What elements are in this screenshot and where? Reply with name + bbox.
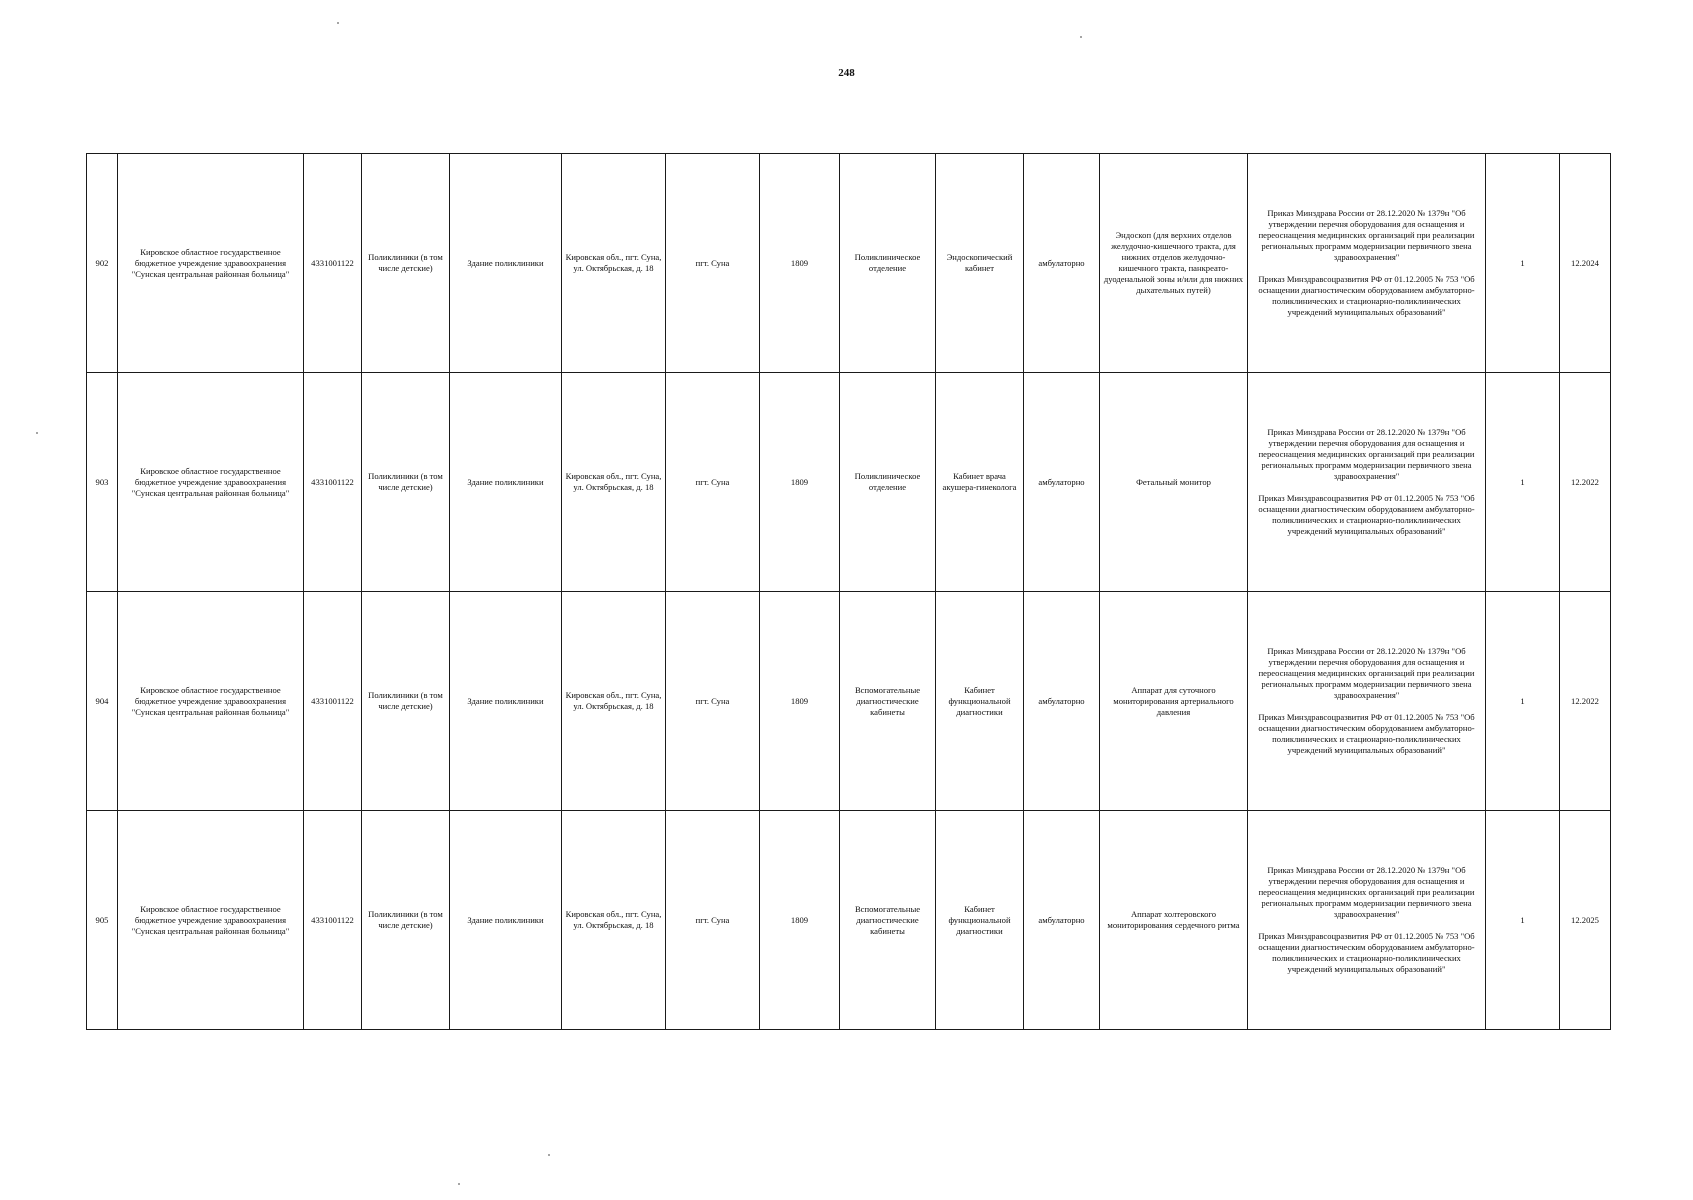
cabinet: Эндоскопический кабинет <box>936 154 1024 373</box>
care-mode: амбулаторно <box>1024 811 1100 1030</box>
scan-speck <box>458 1183 460 1185</box>
row-number: 904 <box>87 592 118 811</box>
order-753: Приказ Минздравсоцразвития РФ от 01.12.2005 № 753 "Об оснащении диагностическим оборудованием амбулаторно-поликлинических и стационарно-поликлинических учреждений муниципальных образований" <box>1258 712 1475 755</box>
regulatory-orders <box>1248 592 1486 811</box>
care-mode: амбулаторно <box>1024 373 1100 592</box>
equipment-registry-table <box>86 153 1611 1030</box>
table-row <box>87 154 1611 373</box>
year-built: 1809 <box>760 154 840 373</box>
department: Поликлиническое отделение <box>840 154 936 373</box>
order-753: Приказ Минздравсоцразвития РФ от 01.12.2005 № 753 "Об оснащении диагностическим оборудованием амбулаторно-поликлинических и стационарно-поликлинических учреждений муниципальных образований" <box>1258 274 1475 317</box>
equipment-name: Аппарат для суточного мониторирования артериального давления <box>1100 592 1248 811</box>
delivery-date: 12.2022 <box>1560 592 1611 811</box>
table-row <box>87 373 1611 592</box>
row-number: 905 <box>87 811 118 1030</box>
building-name: Здание поликлиники <box>450 154 562 373</box>
building-name: Здание поликлиники <box>450 592 562 811</box>
department: Поликлиническое отделение <box>840 373 936 592</box>
facility-type: Поликлиники (в том числе детские) <box>362 373 450 592</box>
facility-type: Поликлиники (в том числе детские) <box>362 154 450 373</box>
quantity: 1 <box>1486 154 1560 373</box>
equipment-name: Фетальный монитор <box>1100 373 1248 592</box>
organization-name: Кировское областное государственное бюджетное учреждение здравоохранения "Сунская центральная районная больница" <box>118 811 304 1030</box>
cabinet: Кабинет функциональной диагностики <box>936 592 1024 811</box>
department: Вспомогательные диагностические кабинеты <box>840 811 936 1030</box>
equipment-name: Аппарат холтеровского мониторирования сердечного ритма <box>1100 811 1248 1030</box>
page-number: 248 <box>838 67 855 79</box>
regulatory-orders <box>1248 373 1486 592</box>
building-name: Здание поликлиники <box>450 811 562 1030</box>
cabinet: Кабинет врача акушера-гинеколога <box>936 373 1024 592</box>
regulatory-orders <box>1248 811 1486 1030</box>
year-built: 1809 <box>760 592 840 811</box>
address: Кировская обл., пгт. Суна, ул. Октябрьская, д. 18 <box>562 592 666 811</box>
regulatory-orders <box>1248 154 1486 373</box>
equipment-name: Эндоскоп (для верхних отделов желудочно-кишечного тракта, для нижних отделов желудочно-кишечного тракта, панкреато-дуоденальной зоны и/или для нижних дыхательных путей) <box>1100 154 1248 373</box>
order-753: Приказ Минздравсоцразвития РФ от 01.12.2005 № 753 "Об оснащении диагностическим оборудованием амбулаторно-поликлинических и стационарно-поликлинических учреждений муниципальных образований" <box>1258 493 1475 536</box>
inn-code: 4331001122 <box>304 592 362 811</box>
care-mode: амбулаторно <box>1024 592 1100 811</box>
inn-code: 4331001122 <box>304 154 362 373</box>
delivery-date: 12.2024 <box>1560 154 1611 373</box>
scan-speck <box>548 1154 550 1156</box>
inn-code: 4331001122 <box>304 811 362 1030</box>
scan-speck <box>337 22 339 24</box>
row-number: 902 <box>87 154 118 373</box>
delivery-date: 12.2025 <box>1560 811 1611 1030</box>
address: Кировская обл., пгт. Суна, ул. Октябрьская, д. 18 <box>562 811 666 1030</box>
order-1379n: Приказ Минздрава России от 28.12.2020 № 1379н "Об утверждении перечня оборудования для оснащения и переоснащения медицинских организаций при реализации региональных программ модернизации первичного звена здравоохранения" <box>1258 208 1475 262</box>
inn-code: 4331001122 <box>304 373 362 592</box>
locality: пгт. Суна <box>666 154 760 373</box>
facility-type: Поликлиники (в том числе детские) <box>362 811 450 1030</box>
address: Кировская обл., пгт. Суна, ул. Октябрьская, д. 18 <box>562 373 666 592</box>
delivery-date: 12.2022 <box>1560 373 1611 592</box>
building-name: Здание поликлиники <box>450 373 562 592</box>
locality: пгт. Суна <box>666 592 760 811</box>
order-1379n: Приказ Минздрава России от 28.12.2020 № 1379н "Об утверждении перечня оборудования для оснащения и переоснащения медицинских организаций при реализации региональных программ модернизации первичного звена здравоохранения" <box>1258 427 1475 481</box>
organization-name: Кировское областное государственное бюджетное учреждение здравоохранения "Сунская центральная районная больница" <box>118 592 304 811</box>
order-1379n: Приказ Минздрава России от 28.12.2020 № 1379н "Об утверждении перечня оборудования для оснащения и переоснащения медицинских организаций при реализации региональных программ модернизации первичного звена здравоохранения" <box>1258 865 1475 919</box>
order-753: Приказ Минздравсоцразвития РФ от 01.12.2005 № 753 "Об оснащении диагностическим оборудованием амбулаторно-поликлинических и стационарно-поликлинических учреждений муниципальных образований" <box>1258 931 1475 974</box>
organization-name: Кировское областное государственное бюджетное учреждение здравоохранения "Сунская центральная районная больница" <box>118 373 304 592</box>
facility-type: Поликлиники (в том числе детские) <box>362 592 450 811</box>
quantity: 1 <box>1486 811 1560 1030</box>
cabinet: Кабинет функциональной диагностики <box>936 811 1024 1030</box>
department: Вспомогательные диагностические кабинеты <box>840 592 936 811</box>
table-row <box>87 811 1611 1030</box>
care-mode: амбулаторно <box>1024 154 1100 373</box>
locality: пгт. Суна <box>666 811 760 1030</box>
year-built: 1809 <box>760 373 840 592</box>
order-1379n: Приказ Минздрава России от 28.12.2020 № 1379н "Об утверждении перечня оборудования для оснащения и переоснащения медицинских организаций при реализации региональных программ модернизации первичного звена здравоохранения" <box>1258 646 1475 700</box>
table-row <box>87 592 1611 811</box>
organization-name: Кировское областное государственное бюджетное учреждение здравоохранения "Сунская центральная районная больница" <box>118 154 304 373</box>
address: Кировская обл., пгт. Суна, ул. Октябрьская, д. 18 <box>562 154 666 373</box>
quantity: 1 <box>1486 373 1560 592</box>
scan-speck <box>1080 36 1082 38</box>
locality: пгт. Суна <box>666 373 760 592</box>
scan-speck <box>36 432 38 434</box>
row-number: 903 <box>87 373 118 592</box>
year-built: 1809 <box>760 811 840 1030</box>
quantity: 1 <box>1486 592 1560 811</box>
